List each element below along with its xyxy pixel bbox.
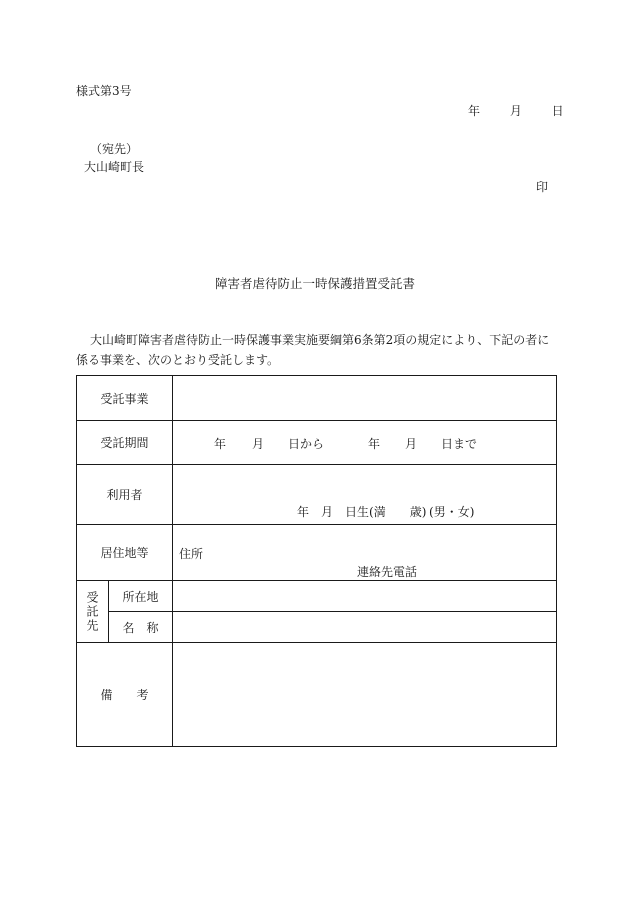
contractor-name-field[interactable] xyxy=(173,612,557,643)
date-month-label: 月 xyxy=(509,104,522,118)
contractor-side-label: 受託先 xyxy=(77,581,109,643)
user-sex-text: (男・女) xyxy=(429,505,475,519)
user-birth-text: 年 月 日生(満 歳) xyxy=(297,505,427,519)
contractor-location-label: 所在地 xyxy=(109,581,173,612)
form-number: 様式第3号 xyxy=(76,84,132,98)
row-residence xyxy=(77,525,557,581)
period-value-field[interactable] xyxy=(173,421,557,465)
row-remarks xyxy=(77,643,557,747)
period-month2: 月 xyxy=(405,437,418,451)
period-label: 受託期間 xyxy=(77,421,173,465)
phone-label: 連絡先電話 xyxy=(357,565,418,579)
document-title: 障害者虐待防止一時保護措置受託書 xyxy=(214,276,415,291)
residence-label: 居住地等 xyxy=(77,525,173,581)
contractor-location-field[interactable] xyxy=(173,581,557,612)
row-project xyxy=(77,376,557,421)
period-month1: 月 xyxy=(252,437,265,451)
project-label: 受託事業 xyxy=(77,376,173,421)
period-day-from: 日から xyxy=(288,437,325,451)
date-day-label: 日 xyxy=(551,104,564,118)
remarks-field[interactable] xyxy=(173,643,557,747)
addressee-label: （宛先） xyxy=(90,142,139,156)
row-contractor-name xyxy=(77,612,557,643)
recipient-name: 大山崎町長 xyxy=(84,160,145,174)
period-year2: 年 xyxy=(368,437,381,451)
date-year-label: 年 xyxy=(468,104,481,118)
project-value-field[interactable] xyxy=(173,376,557,421)
consignment-form-table xyxy=(76,375,557,747)
body-text: 大山崎町障害者虐待防止一時保護事業実施要綱第6条第2項の規定により、下記の者に係る事業を、次のとおり受託します。 xyxy=(76,333,550,367)
contractor-name-label: 名 称 xyxy=(109,612,173,643)
row-contractor-location xyxy=(77,581,557,612)
period-year1: 年 xyxy=(214,437,227,451)
remarks-label: 備 考 xyxy=(77,643,173,747)
period-day-until: 日まで xyxy=(441,437,478,451)
date-line xyxy=(468,104,564,118)
user-label: 利用者 xyxy=(77,465,173,525)
residence-value-field[interactable] xyxy=(173,525,557,581)
row-period xyxy=(77,421,557,465)
seal-mark: 印 xyxy=(536,180,549,194)
user-value-field[interactable] xyxy=(173,465,557,525)
address-label: 住所 xyxy=(179,547,204,561)
row-user xyxy=(77,465,557,525)
